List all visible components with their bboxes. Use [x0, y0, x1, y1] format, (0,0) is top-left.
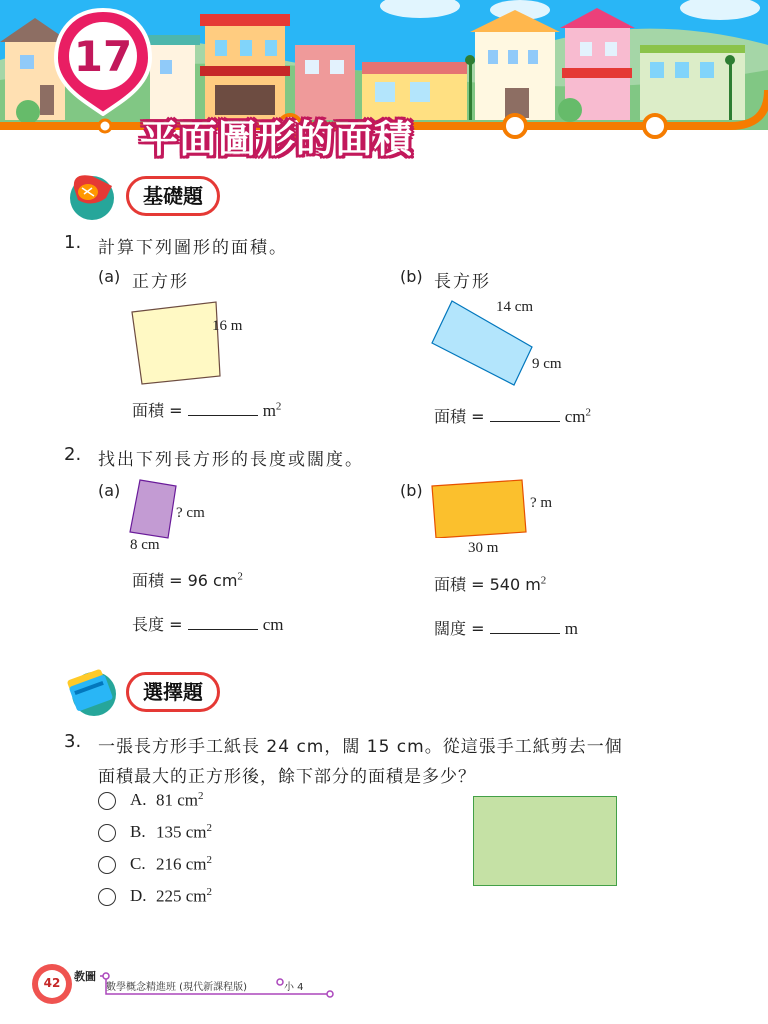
answer-label: 長度 = [132, 615, 183, 634]
q3-line1: 一張長方形手工紙長 24 cm，闊 15 cm。從這張手工紙剪去一個 [98, 737, 623, 757]
option-b[interactable] [96, 820, 296, 848]
section-mc-banner [62, 664, 232, 720]
answer-blank[interactable] [490, 407, 560, 422]
q2b-unknown-side: ? m [530, 495, 553, 511]
q3-line2: 面積最大的正方形後，餘下部分的面積是多少？ [98, 767, 476, 787]
section-basic-title: 基礎題 [126, 176, 220, 216]
chapter-title: 平面圖形的面積 [140, 117, 414, 161]
q2b-area [434, 572, 546, 595]
q1b-width-label: 9 cm [532, 356, 562, 372]
q1b-label: (b) [400, 267, 423, 286]
option-value: 225 $cm^2$ [156, 886, 213, 906]
unit-exponent: 2 [585, 406, 591, 419]
q2a-area [132, 568, 243, 591]
unit-exponent: 2 [237, 570, 243, 583]
footer [30, 962, 330, 1002]
q2a-answer [132, 612, 283, 635]
answer-blank[interactable] [490, 619, 560, 634]
q2b-answer [434, 616, 578, 639]
grade-label: 小 4 [284, 982, 304, 993]
chapter-number-badge [48, 6, 158, 116]
option-letter: B. [130, 822, 146, 841]
q2-number: 2. [64, 444, 82, 465]
unit: cm [564, 407, 586, 426]
option-value: 81 $cm^2$ [156, 790, 204, 810]
green-paper-figure [473, 796, 617, 886]
option-letter: C. [130, 854, 146, 873]
radio-button[interactable] [98, 824, 116, 842]
unit-exponent: 2 [275, 400, 282, 413]
square-figure [128, 298, 228, 388]
book-title: 數學概念精進班 (現代新課程版) [106, 982, 247, 993]
whistle-icon [62, 168, 124, 224]
radio-button[interactable] [98, 856, 116, 874]
q2a-label: (a) [98, 481, 121, 500]
q1b-length-label: 14 cm [496, 299, 534, 315]
area-label: 面積 = [434, 407, 485, 426]
q2b-known-side: 30 m [468, 540, 499, 556]
radio-button[interactable] [98, 888, 116, 906]
option-value: 135 $cm^2$ [156, 822, 213, 842]
rectangle-figure-yellow [430, 478, 530, 538]
q2a-known-side: 8 cm [130, 537, 160, 553]
q1b-answer [434, 404, 591, 427]
option-letter: A. [130, 790, 147, 809]
answer-blank[interactable] [188, 401, 258, 416]
option-value: 216 $cm^2$ [156, 854, 213, 874]
q1a-shape: 正方形 [132, 272, 189, 292]
q1a-side-label: 16 m [212, 318, 243, 334]
q2a-unknown-side: ? cm [176, 505, 205, 521]
q1-text: 計算下列圖形的面積。 [98, 238, 288, 258]
area-given: 面積 = 540 m [434, 575, 541, 594]
q2b-label: (b) [400, 481, 423, 500]
answer-label: 闊度 = [434, 619, 485, 638]
unit: m [262, 401, 276, 420]
q1-number: 1. [64, 232, 82, 253]
q1a-answer [132, 398, 281, 421]
radio-button[interactable] [98, 792, 116, 810]
unit-exponent: 2 [540, 574, 547, 587]
card-icon [62, 664, 124, 720]
unit: m [564, 619, 578, 638]
q1b-shape: 長方形 [434, 272, 491, 292]
q1a-label: (a) [98, 267, 121, 286]
answer-blank[interactable] [188, 615, 258, 630]
q3-number: 3. [64, 731, 82, 752]
section-basic-banner [62, 168, 232, 224]
q2-text: 找出下列長方形的長度或闊度。 [98, 450, 364, 470]
section-mc-title: 選擇題 [126, 672, 220, 712]
area-given: 面積 = 96 cm [132, 571, 238, 590]
option-a[interactable] [96, 788, 296, 816]
publisher-logo: 教圖 [74, 970, 96, 983]
page-number: 42 [43, 976, 61, 990]
unit: cm [262, 615, 284, 634]
option-letter: D. [130, 886, 147, 905]
option-c[interactable] [96, 852, 296, 880]
chapter-number: 17 [73, 32, 133, 81]
option-d[interactable] [96, 884, 296, 912]
area-label: 面積 = [132, 401, 183, 420]
